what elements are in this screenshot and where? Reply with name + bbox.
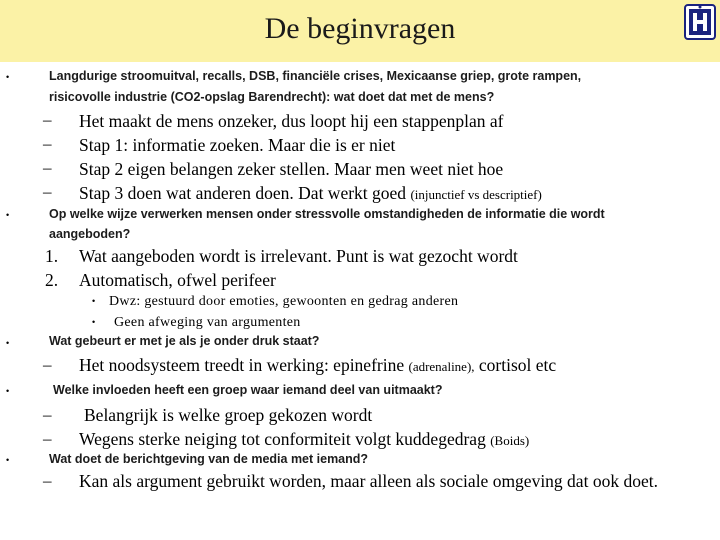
- q2-number-2: 2.: [45, 270, 59, 290]
- q1-point-3: Stap 2 eigen belangen zeker stellen. Maar men weet niet hoe: [79, 159, 504, 179]
- q2-point-1: Wat aangeboden wordt is irrelevant. Punt is wat gezocht wordt: [79, 246, 518, 266]
- q2-point-2: Automatisch, ofwel perifeer: [79, 270, 276, 290]
- question-1-continued: risicovolle industrie (CO2-opslag Barendrecht): wat doet dat met de mens?: [49, 90, 495, 104]
- question-5: Wat doet de berichtgeving van de media met iemand?: [49, 452, 369, 466]
- bullet-icon: •: [92, 296, 96, 306]
- question-2: Op welke wijze verwerken mensen onder stressvolle omstandigheden de informatie die wordt: [49, 207, 605, 221]
- q2-number-1: 1.: [45, 246, 59, 266]
- dash-icon: –: [43, 134, 52, 153]
- q4-point-2-note: (Boids): [490, 433, 530, 448]
- question-4: Welke invloeden heeft een groep waar iemand deel van uitmaakt?: [53, 383, 443, 397]
- bullet-icon: •: [6, 210, 10, 220]
- q4-point-1: Belangrijk is welke groep gekozen wordt: [84, 405, 373, 425]
- dash-icon: –: [43, 355, 52, 374]
- question-2-continued: aangeboden?: [49, 227, 131, 241]
- q4-point-2: Wegens sterke neiging tot conformiteit volgt kuddegedrag (Boids): [79, 429, 530, 449]
- bullet-icon: •: [6, 455, 10, 465]
- bullet-icon: •: [6, 386, 10, 396]
- question-3: Wat gebeurt er met je als je onder druk staat?: [49, 334, 320, 348]
- dash-icon: –: [43, 182, 52, 201]
- dash-icon: –: [43, 405, 52, 424]
- university-logo-icon: [684, 4, 716, 40]
- q5-point: Kan als argument gebruikt worden, maar alleen als sociale omgeving dat ook doet.: [79, 471, 658, 491]
- q2-sub-point-2: Geen afweging van argumenten: [114, 315, 301, 330]
- dash-icon: –: [43, 471, 52, 490]
- bullet-icon: •: [6, 338, 10, 348]
- q3-point: Het noodsysteem treedt in werking: epinefrine (adrenaline), cortisol etc: [79, 355, 557, 375]
- q3-point-note: (adrenaline),: [408, 359, 475, 374]
- slide-title: De beginvragen: [264, 12, 456, 45]
- dash-icon: –: [43, 429, 52, 448]
- bullet-icon: •: [6, 72, 10, 82]
- bullet-icon: •: [92, 317, 96, 327]
- dash-icon: –: [43, 110, 52, 129]
- dash-icon: –: [43, 158, 52, 177]
- q2-sub-point-1: Dwz: gestuurd door emoties, gewoonten en gedrag anderen: [109, 294, 459, 309]
- q1-point-4-note: (injunctief vs descriptief): [410, 187, 542, 202]
- q1-point-2: Stap 1: informatie zoeken. Maar die is er niet: [79, 135, 396, 155]
- q1-point-1: Het maakt de mens onzeker, dus loopt hij een stappenplan af: [79, 111, 504, 131]
- question-1: Langdurige stroomuitval, recalls, DSB, financiële crises, Mexicaanse griep, grote rampen,: [49, 69, 582, 83]
- q1-point-4: Stap 3 doen wat anderen doen. Dat werkt goed (injunctief vs descriptief): [79, 183, 542, 203]
